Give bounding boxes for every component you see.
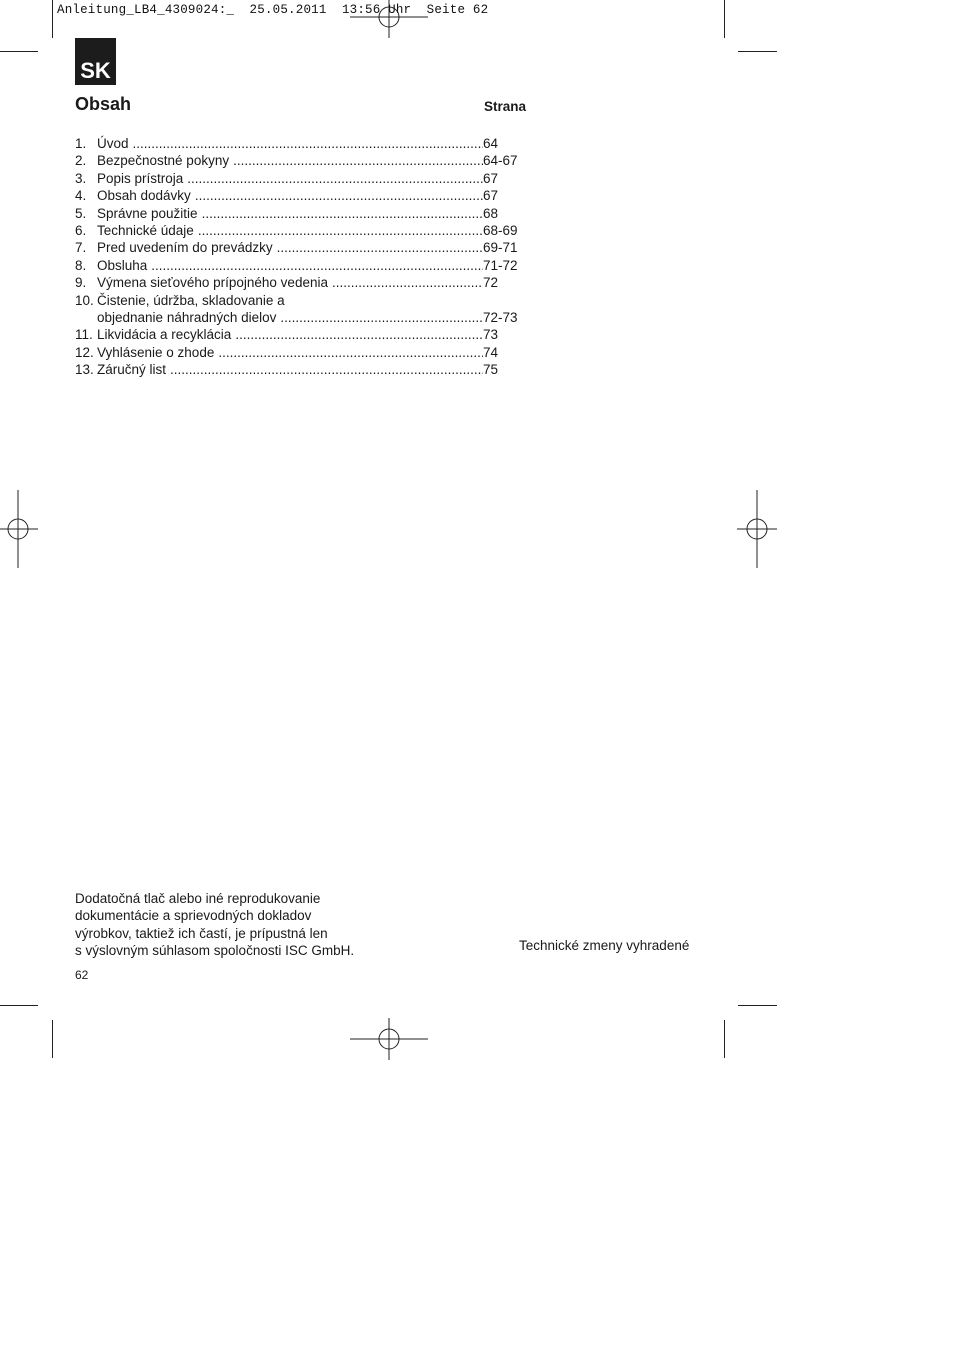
toc-number: 10.	[75, 292, 94, 308]
toc-entry[interactable]	[75, 274, 523, 291]
toc-label: objednanie náhradných dielov	[97, 309, 277, 325]
registration-mark-bottom-icon	[350, 1018, 428, 1060]
toc-entry[interactable]	[75, 309, 523, 326]
toc-page: 68	[483, 205, 499, 221]
toc-label: Obsah dodávky	[97, 188, 191, 204]
table-of-contents	[75, 135, 523, 378]
registration-mark-left-icon	[0, 490, 40, 568]
toc-leader	[332, 274, 483, 291]
page-number: 62	[75, 968, 89, 982]
toc-label: Úvod	[97, 136, 129, 151]
toc-label: Technické údaje	[97, 222, 194, 238]
page-column-label: Strana	[484, 99, 527, 114]
toc-number: 11.	[75, 327, 93, 343]
toc-leader	[151, 257, 483, 274]
toc-label: Vyhlásenie o zhode	[97, 344, 215, 360]
toc-page: 69-71	[483, 240, 518, 256]
toc-entry[interactable]	[75, 326, 523, 343]
toc-number: 2.	[75, 153, 87, 169]
toc-number: 12.	[75, 344, 94, 360]
toc-page: 67	[483, 188, 499, 204]
toc-number: 13.	[75, 362, 94, 378]
toc-entry[interactable]	[75, 170, 523, 187]
language-badge-label: SK	[80, 58, 111, 83]
toc-entry[interactable]	[75, 187, 523, 204]
toc-leader	[198, 222, 483, 239]
toc-entry[interactable]	[75, 361, 523, 378]
toc-entry[interactable]	[75, 257, 523, 274]
copyright-notice	[75, 890, 354, 960]
language-badge	[75, 38, 116, 85]
page-title: Obsah	[75, 94, 132, 114]
toc-page: 71-72	[483, 257, 518, 273]
toc-page: 75	[483, 362, 499, 378]
print-slug: Anleitung_LB4_4309024:_ 25.05.2011 13:56 Uhr Seite 62	[57, 3, 489, 17]
toc-leader	[202, 205, 483, 222]
toc-leader	[280, 309, 483, 326]
toc-entry[interactable]	[75, 239, 523, 256]
toc-leader	[133, 135, 483, 152]
toc-page: 64-67	[483, 153, 518, 169]
toc-label: Likvidácia a recyklácia	[97, 327, 232, 343]
toc-entry[interactable]	[75, 135, 523, 152]
copyright-line: dokumentácie a sprievodných dokladov	[75, 908, 312, 924]
copyright-line: výrobkov, taktiež ich častí, je prípustná len	[75, 925, 328, 941]
toc-leader	[235, 326, 483, 343]
toc-label: Výmena sieťového prípojného vedenia	[97, 275, 328, 291]
registration-mark-top-icon	[350, 0, 428, 40]
registration-mark-right-icon	[737, 490, 777, 568]
toc-number: 1.	[75, 136, 87, 151]
toc-leader	[218, 344, 483, 361]
toc-entry[interactable]	[75, 222, 523, 239]
copyright-line: Dodatočná tlač alebo iné reprodukovanie	[75, 891, 321, 906]
toc-page: 72-73	[483, 309, 518, 325]
toc-leader	[195, 187, 483, 204]
copyright-line: s výslovným súhlasom spoločnosti ISC GmbH.	[75, 943, 355, 959]
toc-leader	[233, 152, 483, 169]
toc-page: 72	[483, 275, 499, 291]
toc-number: 8.	[75, 257, 87, 273]
toc-label: Bezpečnostné pokyny	[97, 153, 230, 169]
toc-page: 74	[483, 344, 499, 360]
toc-label: Obsluha	[97, 257, 148, 273]
technical-changes-note: Technické zmeny vyhradené	[519, 938, 690, 953]
toc-page: 64	[483, 136, 499, 151]
toc-number: 3.	[75, 170, 87, 186]
toc-label: Čistenie, údržba, skladovanie a	[97, 292, 285, 308]
toc-entry[interactable]	[75, 344, 523, 361]
toc-page: 73	[483, 327, 499, 343]
toc-leader	[289, 292, 483, 309]
toc-number: 7.	[75, 240, 87, 256]
toc-entry[interactable]	[75, 152, 523, 169]
toc-label: Záručný list	[97, 362, 167, 378]
toc-label: Pred uvedením do prevádzky	[97, 240, 273, 256]
toc-leader	[170, 361, 483, 378]
toc-label: Správne použitie	[97, 205, 198, 221]
toc-page: 67	[483, 170, 499, 186]
toc-entry[interactable]	[75, 292, 523, 309]
toc-page: 68-69	[483, 222, 518, 238]
toc-number: 9.	[75, 275, 87, 291]
toc-number: 6.	[75, 222, 87, 238]
toc-entry[interactable]	[75, 205, 523, 222]
toc-label: Popis prístroja	[97, 170, 184, 186]
toc-leader	[277, 239, 483, 256]
toc-number: 4.	[75, 188, 87, 204]
toc-page	[483, 292, 523, 309]
toc-leader	[187, 170, 483, 187]
toc-number: 5.	[75, 205, 87, 221]
